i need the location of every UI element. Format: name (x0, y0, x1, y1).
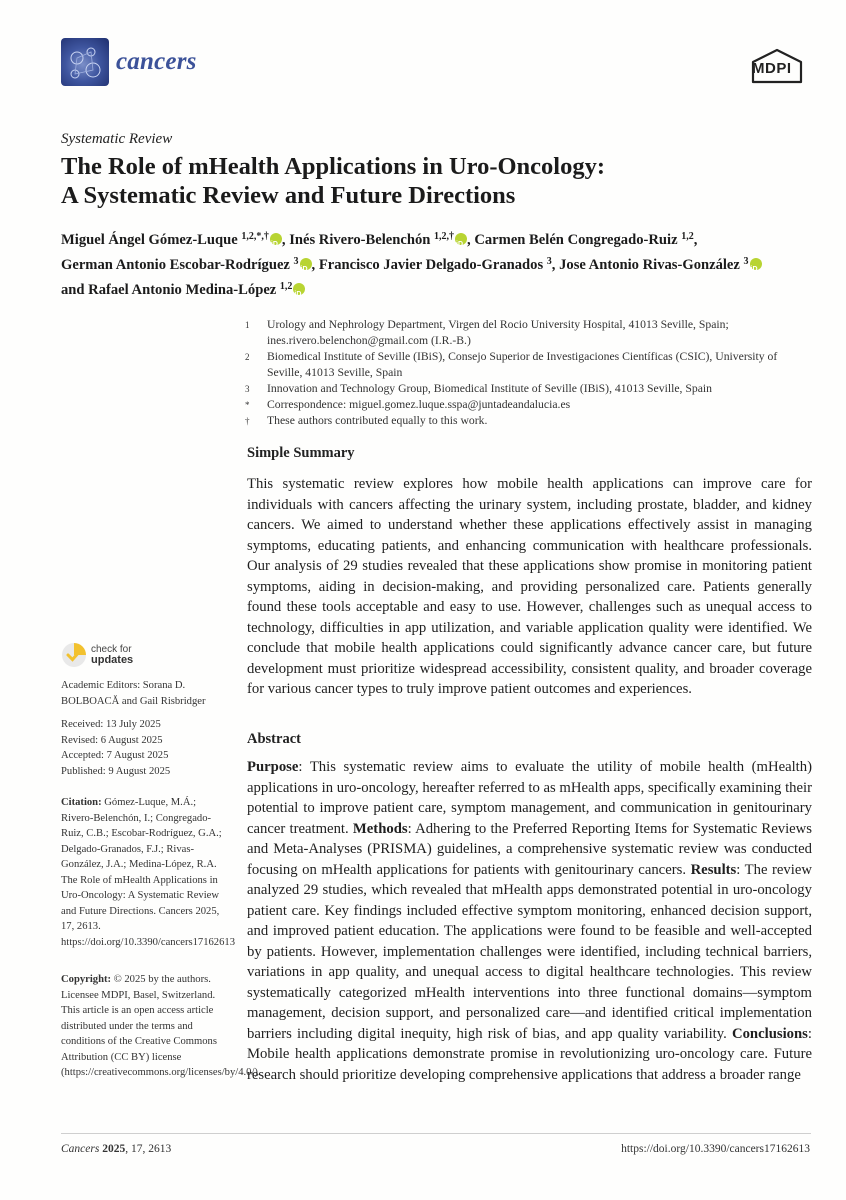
author-list (61, 226, 821, 301)
author-affiliation-marker: 3 (546, 256, 552, 267)
orcid-icon[interactable] (300, 258, 312, 270)
copyright-label: Copyright: (61, 974, 112, 985)
author-separator: , (311, 257, 319, 273)
citation-label: Citation: (61, 797, 102, 808)
check-updates-icon (61, 642, 87, 668)
conclusions-label: Conclusions (731, 1025, 808, 1042)
methods-label: Methods (352, 820, 408, 837)
affiliation-item (245, 349, 815, 381)
title-line: A Systematic Review and Future Directions (61, 182, 516, 209)
simple-summary-text: This systematic review explores how mobile health applications can improve care for individuals with cancers affecting the urinary system, including prostate, bladder, and kidney cancers. We aimed to understand whether these applications effectively assist in managing symptoms, educating patients, and enhancing communication with healthcare professionals. Our analysis of 29 studies revealed that these applications show promise in monitoring patient symptoms, aiding in decision-making, and providing personalized care. Patients generally found these tools acceptable and easy to use. However, challenges such as unequal access to technology, difficulties in app utilization, and variable application quality were identified. We conclude that mobile health applications could significantly advance cancer care, but future development must prioritize widespread accessibility, consistent quality, and broader coverage for various cancer types to truly improve patient outcomes and experiences. (247, 476, 812, 697)
results-text: : The review analyzed 29 studies, which revealed that mHealth apps demonstrated potential in uro-oncology patient care. Key findings included effective symptom monitoring, enhanced decision support, and improved patient education. The applications were found to be feasible and well-accepted by patients. However, implementation challenges were identified, including technical barriers, variations in app quality, and unequal access to digital healthcare technologies. This review systematically categorized mHealth interventions into three functional domains—symptom management, decision support, and personalized care—and identified critical implementation barriers including digital inequity, high risk of bias, and app quality variability. (247, 861, 812, 1042)
affiliation-text: These authors contributed equally to this work. (267, 414, 488, 427)
copyright-text: © 2025 by the authors. Licensee MDPI, Basel, Switzerland. This article is an open access article distributed under the terms and conditions of the Creative Commons Attribution (CC BY) license (https://creativecommons.org/licenses/by/4.0/). (61, 974, 261, 1078)
affiliation-number: 2 (245, 352, 250, 362)
received-date: Received: 13 July 2025 (61, 719, 161, 730)
affiliation-item (245, 397, 815, 413)
affiliation-number: * (245, 400, 250, 410)
orcid-icon[interactable] (270, 233, 282, 245)
affiliation-item (245, 413, 815, 429)
author-affiliation-marker: 1,2,*,† (241, 231, 269, 242)
author-name[interactable]: German Antonio Escobar-Rodríguez (61, 257, 294, 273)
affiliation-number: 3 (245, 384, 250, 394)
author-name[interactable]: Francisco Javier Delgado-Granados (318, 257, 547, 273)
author-name[interactable]: Jose Antonio Rivas-González (559, 257, 744, 273)
published-date: Published: 9 August 2025 (61, 765, 171, 777)
footer-volume: , 17, 2613 (125, 1143, 172, 1155)
abstract-text (247, 757, 812, 1085)
journal-logo-icon (61, 38, 109, 86)
author-separator: , (281, 232, 290, 248)
author-name[interactable]: and Rafael Antonio Medina-López (61, 282, 280, 298)
affiliation-text: Correspondence: miguel.gomez.luque.sspa@juntadeandalucia.es (267, 398, 571, 411)
title-line: The Role of mHealth Applications in Uro-Oncology: (61, 153, 606, 180)
footer-journal: Cancers (61, 1143, 100, 1155)
accepted-date: Accepted: 7 August 2025 (61, 750, 169, 761)
author-name[interactable]: Carmen Belén Congregado-Ruiz (474, 232, 682, 248)
affiliation-number: † (245, 416, 250, 426)
check-updates-line2: updates (91, 654, 134, 666)
affiliation-text: Innovation and Technology Group, Biomedical Institute of Seville (IBiS), 41013 Seville, Spain (267, 382, 712, 395)
author-separator: , (467, 232, 475, 248)
orcid-icon[interactable] (750, 258, 762, 270)
footer-doi-link[interactable]: https://doi.org/10.3390/cancers17162613 (621, 1143, 810, 1155)
footer-divider (61, 1133, 811, 1134)
footer-citation (61, 1143, 171, 1155)
abstract-heading: Abstract (247, 731, 301, 747)
check-updates-line1: check for (91, 644, 132, 655)
results-label: Results (690, 861, 737, 878)
purpose-label: Purpose (247, 759, 299, 775)
publication-dates (61, 717, 226, 779)
publisher-name[interactable]: MDPI (752, 60, 792, 77)
author-separator: , (551, 257, 560, 273)
simple-summary-heading: Simple Summary (247, 445, 355, 461)
conclusions-text: : Mobile health applications demonstrate promise in revolutionizing uro-oncology care. Future research should prioritize developing comprehensive applications that address a broader range (247, 1025, 812, 1083)
affiliation-number: 1 (245, 320, 250, 330)
purpose-text: : This systematic review aims to evaluate the utility of mobile health (mHealth) applications in uro-oncology, hereafter referred to as mHealth apps, specifically examining their potential to improve patient care, symptom management, and communication in genitourinary cancer treatment. (247, 759, 812, 837)
author-name[interactable]: Inés Rivero-Belenchón (289, 232, 435, 248)
methods-text: : Adhering to the Preferred Reporting Items for Systematic Reviews and Meta-Analyses (PRISMA) guidelines, a comprehensive systematic review was conducted focusing on mHealth applications for patients with genitourinary cancers. (247, 820, 812, 878)
citation-block (61, 795, 235, 950)
academic-editors: Academic Editors: Sorana D. BOLBOACĂ and Gail Risbridger (61, 680, 206, 707)
affiliation-item (245, 381, 815, 397)
check-for-updates-button[interactable] (61, 642, 181, 672)
author-affiliation-marker: 1,2 (681, 231, 694, 242)
orcid-icon[interactable] (455, 233, 467, 245)
article-title (61, 152, 801, 210)
revised-date: Revised: 6 August 2025 (61, 734, 163, 746)
affiliation-text: Urology and Nephrology Department, Virgen del Rocio University Hospital, 41013 Seville, Spain; ines.rivero.belenchon@gmail.com (I.R.-B.) (267, 318, 729, 347)
citation-text[interactable]: Gómez-Luque, M.Á.; Rivero-Belenchón, I.; Congregado-Ruiz, C.B.; Escobar-Rodríguez, G.A.; Delgado-Granados, F.J.; Rivas-González, J.A.; Medina-López, R.A. The Role of mHealth Applications in Uro-Oncology: A Systematic Review and Future Directions. Cancers 2025, 17, 2613. https://doi.org/10.3390/cancers17162613 (61, 797, 235, 948)
footer-year: 2025 (102, 1143, 126, 1155)
journal-name[interactable]: cancers (116, 48, 197, 75)
author-affiliation-marker: 3 (743, 256, 749, 267)
orcid-icon[interactable] (293, 283, 305, 295)
author-affiliation-marker: 1,2 (279, 281, 293, 292)
author-affiliation-marker: 1,2,† (434, 231, 455, 242)
copyright-block (61, 972, 261, 1081)
affiliations (245, 317, 815, 429)
author-affiliation-marker: 3 (293, 256, 299, 267)
article-type: Systematic Review (61, 131, 173, 147)
affiliation-item (245, 317, 815, 349)
affiliation-text: Biomedical Institute of Seville (IBiS), Consejo Superior de Investigaciones Científicas (CSIC), University of Seville, 41013 Seville, Spain (267, 350, 778, 379)
author-name[interactable]: Miguel Ángel Gómez-Luque (61, 232, 242, 248)
author-separator: , (693, 232, 698, 248)
